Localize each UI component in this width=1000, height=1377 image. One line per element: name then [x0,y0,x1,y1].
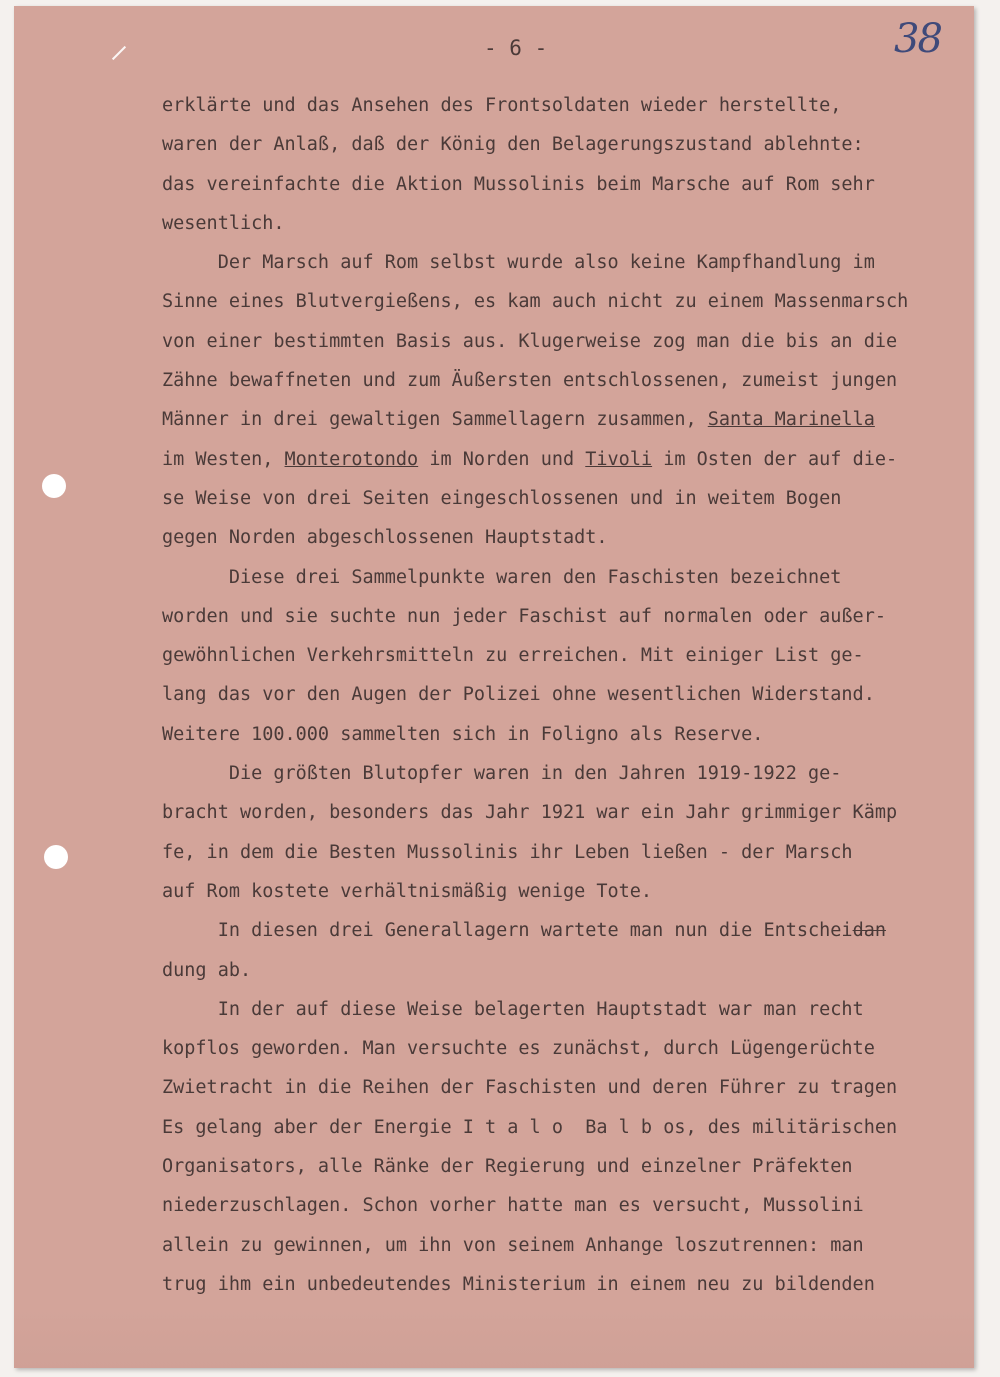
text-line: Organisators, alle Ränke der Regierung und einzelner Präfekten [162,1156,853,1178]
text-line: allein zu gewinnen, um ihn von seinem Anhange loszutrennen: man [162,1234,864,1256]
text-line: kopflos geworden. Man versuchte es zunächst, durch Lügengerüchte [162,1038,875,1060]
text-line: worden und sie suchte nun jeder Faschist auf normalen oder außer- [162,605,886,627]
document-page [14,6,974,1368]
text-line: erklärte und das Ansehen des Frontsoldaten wieder herstellte, [162,95,842,116]
pencil-mark [112,46,126,60]
text-line: Zähne bewaffneten und zum Äußersten entschlossenen, zumeist jungen [162,370,898,392]
page-number: - 6 - [484,36,548,60]
punch-hole [42,474,66,498]
text-line: gewöhnlichen Verkehrsmitteln zu erreichen. Mit einiger List ge- [162,645,864,667]
text-line: fe, in dem die Besten Mussolinis ihr Leben ließen - der Marsch [162,841,853,863]
text-line: niederzuschlagen. Schon vorher hatte man es versucht, Mussolini [162,1195,864,1217]
text-line: trug ihm ein unbedeutendes Ministerium in einem neu zu bildenden [162,1273,875,1295]
typewritten-body [162,86,962,1304]
text-segment: im Westen, [162,448,285,470]
text-line: das vereinfachte die Aktion Mussolinis beim Marsche auf Rom sehr [162,173,875,195]
text-line: bracht worden, besonders das Jahr 1921 war ein Jahr grimmiger Kämp [162,802,898,824]
text-line: gegen Norden abgeschlossenen Hauptstadt. [162,527,608,549]
place-name-monterotondo: Monterotondo [284,448,419,470]
text-line: von einer bestimmten Basis aus. Klugerweise zog man die bis an die [162,330,898,352]
text-line: auf Rom kostete verhältnismäßig wenige Tote. [162,880,653,902]
text-line: se Weise von drei Seiten eingeschlossenen und in weitem Bogen [162,487,842,509]
text-line: Weitere 100.000 sammelten sich in Foligno als Reserve. [162,723,764,745]
text-segment: Männer in drei gewaltigen Sammellagern zusammen, [162,409,708,431]
text-segment: im Norden und [418,448,586,470]
text-line: Es gelang aber der Energie I t a l o Ba l b os, des militärischen [162,1116,898,1138]
text-segment: im Osten der auf die- [652,448,898,470]
place-name-santa-marinella: Santa Marinella [707,409,875,431]
handwritten-folio-number: 38 [894,16,941,62]
text-line [162,440,962,479]
text-line [162,400,962,439]
text-line: Zwietracht in die Reihen der Faschisten und deren Führer zu tragen [162,1077,898,1099]
text-line: dung ab. [162,959,252,981]
punch-hole [44,845,68,869]
text-line [162,911,962,950]
text-line: wesentlich. [162,212,285,234]
text-line: Der Marsch auf Rom selbst wurde also keine Kampfhandlung im [162,252,875,274]
text-line: Die größten Blutopfer waren in den Jahren 1919-1922 ge- [162,763,842,785]
text-line: Diese drei Sammelpunkte waren den Faschisten bezeichnet [162,566,842,588]
text-segment: In diesen drei Generallagern wartete man nun die Entschei [162,920,853,942]
place-name-tivoli: Tivoli [585,448,653,470]
struck-text: dan [852,920,886,942]
text-line: Sinne eines Blutvergießens, es kam auch nicht zu einem Massenmarsch [162,291,909,313]
text-line: waren der Anlaß, daß der König den Belagerungszustand ablehnte: [162,134,864,156]
text-line: lang das vor den Augen der Polizei ohne wesentlichen Widerstand. [162,684,875,706]
text-line: In der auf diese Weise belagerten Hauptstadt war man recht [162,998,864,1020]
